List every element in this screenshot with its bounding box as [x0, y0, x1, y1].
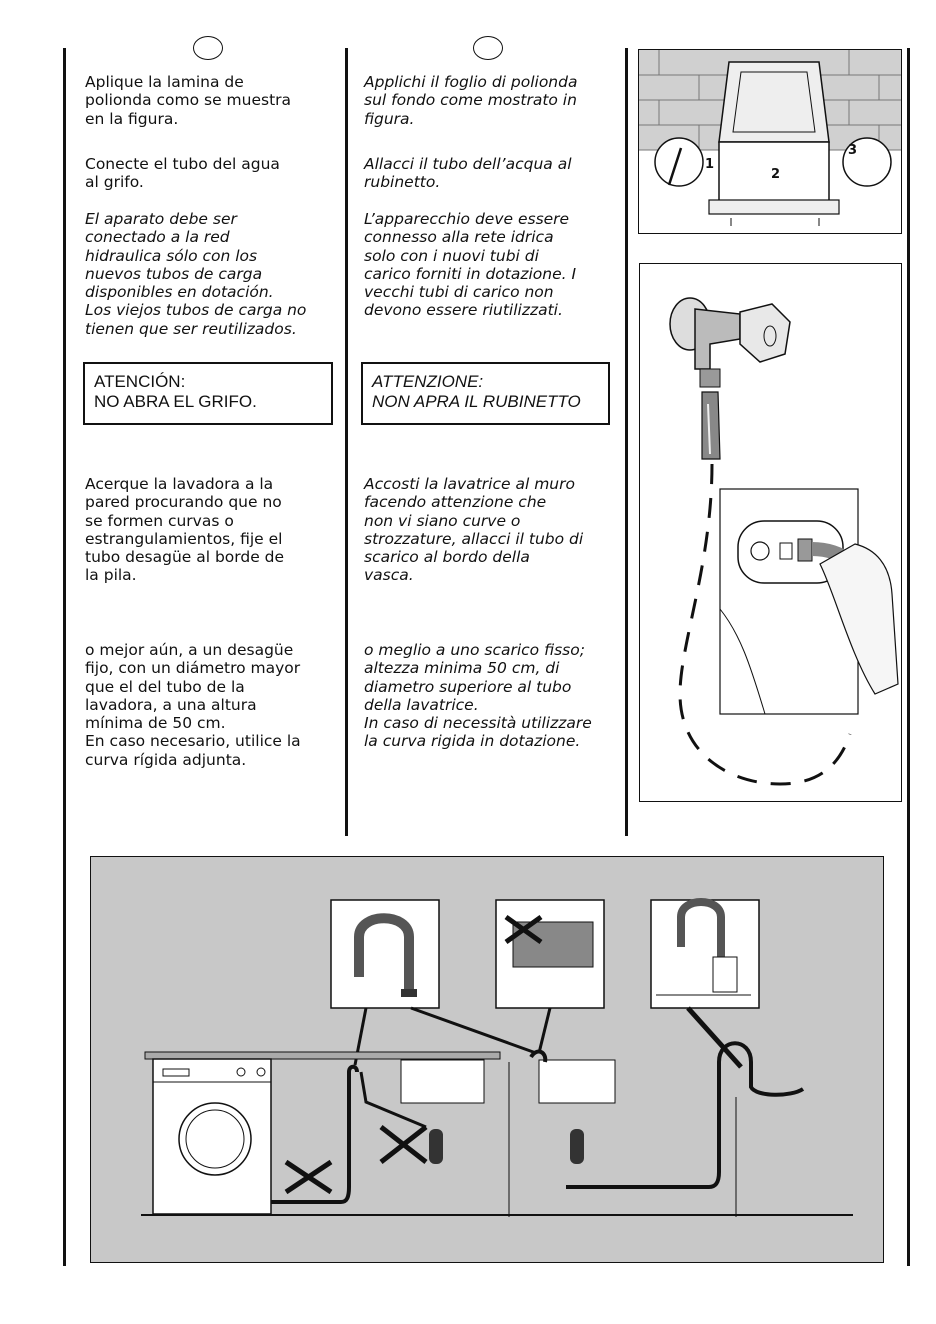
it-paragraph-new-tubes: L’apparecchio deve essere connesso alla rete idrica solo con i nuovi tubi di carico forniti in dotazione. I vecchi tubi di carico non devono essere riutilizzati. — [364, 210, 577, 320]
es-paragraph-new-tubes: El aparato debe ser conectado a la red hidraulica sólo con los nuevos tubos de carga disponibles en dotación. Los viejos tubos de carga no tienen que ser reutilizados. — [85, 210, 307, 338]
column-divider-right — [625, 48, 628, 836]
it-paragraph-position-machine: Accosti la lavatrice al muro facendo attenzione che non vi siano curve o strozzature, allacci il tubo di scarico al bordo della vasca. — [364, 475, 584, 585]
figure-tap-connection — [639, 263, 902, 802]
es-warning-box: ATENCIÓN: NO ABRA EL GRIFO. — [83, 362, 333, 425]
column-divider-middle — [345, 48, 348, 836]
page-border-right — [907, 48, 910, 1266]
cross-mark-siphon — [381, 1127, 426, 1162]
column-divider-left — [63, 48, 66, 1266]
step-label-1: 1 — [705, 157, 715, 172]
figure-drain-options — [90, 856, 884, 1263]
es-paragraph-position-machine: Acerque la lavadora a la pared procurando que no se formen curvas o estrangulamientos, fije el tubo desagüe al borde de la pila. — [85, 475, 285, 585]
inset-fixed-drain — [651, 900, 759, 1008]
cross-mark-floor — [286, 1162, 331, 1192]
es-paragraph-fixed-drain: o mejor aún, a un desagüe fijo, con un diámetro mayor que el del tubo de la lavadora, a una altura mínima de 50 cm. En caso necesario, utilice la curva rígida adjunta. — [85, 641, 301, 769]
it-paragraph-fixed-drain: o meglio a uno scarico fisso; altezza minima 50 cm, di diametro superiore al tubo della lavatrice. In caso di necessità utilizzare la curva rigida in dotazione. — [364, 641, 592, 751]
es-paragraph-water-tube: Conecte el tubo del agua al grifo. — [85, 155, 280, 192]
it-paragraph-water-tube: Allacci il tubo dell’acqua al rubinetto. — [364, 155, 572, 192]
drain-options-illustration — [91, 857, 882, 1261]
it-paragraph-polionda: Applichi il foglio di polionda sul fondo come mostrato in figura. — [364, 73, 578, 128]
language-marker-spanish — [193, 36, 223, 60]
es-paragraph-polionda: Aplique la lamina de polionda como se muestra en la figura. — [85, 73, 292, 128]
polionda-illustration — [639, 50, 901, 233]
tap-connection-illustration — [640, 264, 901, 801]
figure-polionda-sheet — [638, 49, 902, 234]
it-warning-box: ATTENZIONE: NON APRA IL RUBINETTO — [361, 362, 610, 425]
language-marker-italian — [473, 36, 503, 60]
step-label-3: 3 — [848, 143, 858, 158]
step-label-2: 2 — [771, 167, 781, 182]
